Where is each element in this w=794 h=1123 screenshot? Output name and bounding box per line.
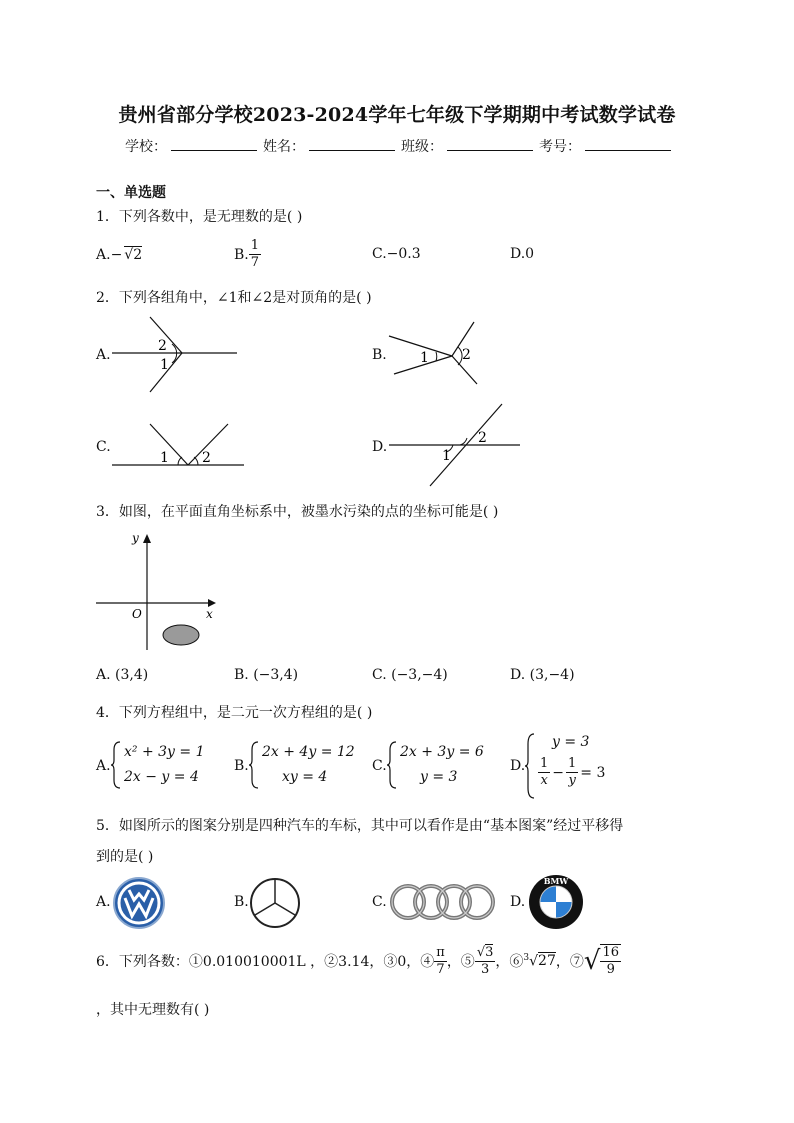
q1-option-a: A.− √2 — [96, 247, 143, 263]
angle-label-1: 1 — [420, 350, 429, 366]
q4-d-eq1: y = 3 — [552, 734, 590, 750]
q5-stem-line2: 到的是( ) — [96, 849, 154, 865]
q3-coordinate-plane — [92, 530, 222, 654]
q4-b-eq1: 2x + 4y = 12 — [262, 744, 355, 760]
q3-option-b: B. (−3,4) — [234, 667, 299, 683]
angle-label-1: 1 — [160, 450, 169, 466]
angle-label-2: 2 — [202, 450, 211, 466]
q2-figure-a — [108, 314, 243, 396]
q4-stem: 4．下列方程组中，是二元一次方程组的是( ) — [96, 705, 373, 721]
q4-c-eq1: 2x + 3y = 6 — [400, 744, 484, 760]
q3-option-a: A. (3,4) — [96, 667, 149, 683]
class-label: 班级： — [401, 139, 443, 155]
origin-label: O — [132, 607, 142, 621]
angle-label-1: 1 — [442, 448, 451, 464]
angle-label-2: 2 — [158, 338, 167, 354]
q1-option-b: B. $\frac{1}{7}$ — [234, 238, 260, 270]
q5-a-label: A. — [96, 894, 111, 910]
q4-d-label: D. — [510, 758, 526, 774]
q6-stem: 6．下列各数：①0.010010001L ，②3.14，③0，④ $\frac{\pi}{7}$ ，⑤ $\frac{√3}{3}$ ，⑥ $^3$√27 ，⑦ √ $\frac{16}{9}$ — [96, 944, 619, 977]
q4-b-eq2: xy = 4 — [282, 769, 328, 785]
q4-c-label: C. — [372, 758, 387, 774]
fraction: $\frac{1}{y}$ — [568, 756, 577, 788]
angle-label-2: 2 — [462, 347, 471, 363]
q4-d-eq2: $\frac{1}{x}$ − $\frac{1}{y}$ = 3 — [540, 756, 606, 788]
number-blank — [585, 136, 671, 151]
bmw-logo-icon — [528, 874, 584, 930]
q6-stem-line2: ，其中无理数有( ) — [96, 1002, 210, 1018]
q4-c-eq2: y = 3 — [420, 769, 458, 785]
q3-option-c: C. (−3,−4) — [372, 667, 448, 683]
brace — [110, 740, 122, 790]
brace — [248, 740, 260, 790]
student-info-line — [125, 136, 673, 156]
fraction: $\frac{16}{9}$ — [602, 945, 619, 977]
angle-label-2: 2 — [478, 430, 487, 446]
q5-b-label: B. — [234, 894, 249, 910]
q1-option-d: D.0 — [510, 246, 535, 262]
name-label: 姓名： — [263, 139, 305, 155]
q2-figure-b — [384, 318, 484, 390]
square-root-fraction: √ $\frac{16}{9}$ — [583, 945, 619, 977]
q2-stem: 2．下列各组角中，∠1和∠2是对顶角的是( ) — [96, 290, 372, 306]
q1-stem: 1．下列各数中，是无理数的是( ) — [96, 209, 303, 225]
q1-option-c: C.−0.3 — [372, 246, 421, 262]
q4-a-eq2: 2x − y = 4 — [124, 769, 199, 785]
ink-blot — [163, 625, 199, 645]
q2-b-label: B. — [372, 347, 387, 363]
sqrt-sign: √2 — [124, 247, 143, 263]
school-label: 学校： — [125, 139, 167, 155]
y-axis-label: y — [132, 531, 139, 545]
q2-d-label: D. — [372, 439, 388, 455]
fraction: $\frac{1}{x}$ — [540, 756, 549, 788]
q5-c-label: C. — [372, 894, 387, 910]
x-axis-label: x — [206, 607, 213, 621]
volkswagen-logo-icon — [112, 876, 166, 930]
page-title: 贵州省部分学校2023-2024学年七年级下学期期中考试数学试卷 — [118, 104, 676, 126]
audi-logo-icon — [388, 882, 496, 922]
q5-stem-line1: 5．如图所示的图案分别是四种汽车的车标，其中可以看作是由“基本图案”经过平移得 — [96, 818, 624, 834]
q4-a-label: A. — [96, 758, 111, 774]
angle-label-1: 1 — [160, 357, 169, 373]
mercedes-logo-icon — [248, 876, 302, 930]
bmw-logo-text: BMW — [543, 876, 569, 886]
brace — [386, 740, 398, 790]
q5-d-label: D. — [510, 894, 526, 910]
q2-figure-c — [108, 420, 248, 470]
number-label: 考号： — [539, 139, 581, 155]
q3-option-d: D. (3,−4) — [510, 667, 575, 683]
name-blank — [309, 136, 395, 151]
section-heading: 一、单选题 — [96, 185, 166, 201]
fraction: $\frac{\pi}{7}$ — [436, 944, 445, 977]
q2-figure-d — [384, 400, 524, 490]
school-blank — [171, 136, 257, 151]
class-blank — [447, 136, 533, 151]
q2-c-label: C. — [96, 439, 111, 455]
cube-root: $^3$√27 — [523, 952, 556, 970]
fraction: $\frac{1}{7}$ — [250, 238, 260, 270]
q3-stem: 3．如图，在平面直角坐标系中，被墨水污染的点的坐标可能是( ) — [96, 504, 499, 520]
q4-a-eq1: x² + 3y = 1 — [124, 744, 205, 760]
q4-b-label: B. — [234, 758, 249, 774]
brace — [524, 732, 536, 800]
q2-a-label: A. — [96, 347, 111, 363]
fraction: $\frac{√3}{3}$ — [476, 944, 494, 977]
